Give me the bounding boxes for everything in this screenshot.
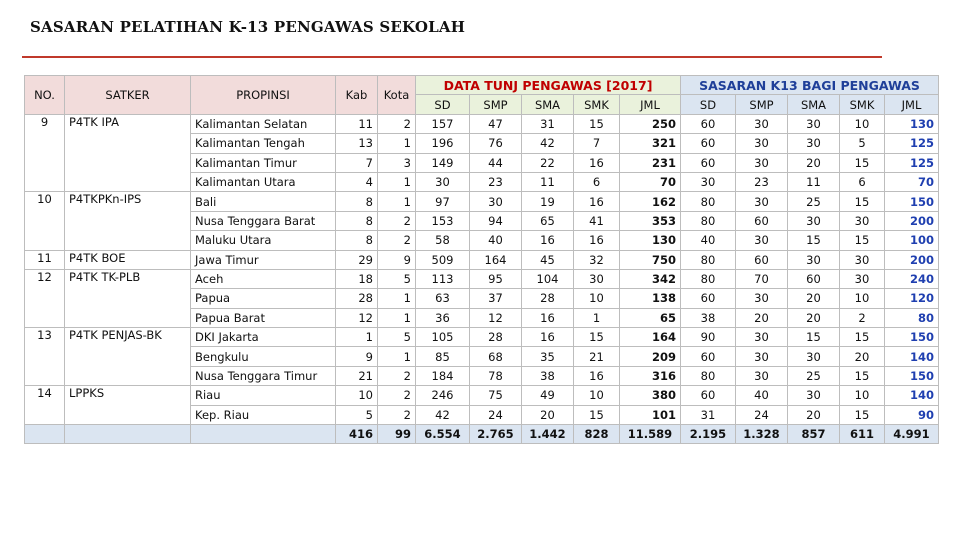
total-satker-blank [65,425,191,444]
row-tunj-smp: 94 [470,211,522,230]
row-sasaran-sma: 30 [788,386,840,405]
row-sasaran-smk: 2 [840,308,885,327]
row-tunj-jml: 342 [620,269,681,288]
row-tunj-smp: 40 [470,231,522,250]
table-body [25,114,939,424]
row-kota: 1 [378,134,416,153]
row-kota: 1 [378,172,416,191]
row-tunj-smp: 68 [470,347,522,366]
row-sasaran-sma: 20 [788,289,840,308]
row-sasaran-smp: 30 [736,114,788,133]
row-sasaran-sma: 30 [788,250,840,269]
row-no: 13 [25,328,65,386]
row-no: 12 [25,269,65,327]
row-tunj-smk: 16 [574,366,620,385]
row-sasaran-smp: 30 [736,231,788,250]
row-tunj-sma: 45 [522,250,574,269]
row-kab: 10 [336,386,378,405]
row-tunj-sd: 42 [416,405,470,424]
row-sasaran-smk: 30 [840,250,885,269]
row-sasaran-smp: 60 [736,211,788,230]
row-sasaran-smk: 15 [840,328,885,347]
row-tunj-jml: 164 [620,328,681,347]
row-sasaran-sma: 20 [788,308,840,327]
header-sasaran-sma: SMA [788,95,840,114]
row-tunj-sd: 63 [416,289,470,308]
row-tunj-sma: 16 [522,231,574,250]
row-sasaran-sma: 30 [788,114,840,133]
row-sasaran-sd: 38 [681,308,736,327]
row-tunj-smp: 24 [470,405,522,424]
header-no: NO. [25,76,65,115]
row-tunj-smk: 10 [574,386,620,405]
row-tunj-sma: 28 [522,289,574,308]
row-tunj-smp: 28 [470,328,522,347]
row-tunj-sd: 184 [416,366,470,385]
total-kota: 99 [378,425,416,444]
row-sasaran-sd: 60 [681,386,736,405]
row-sasaran-smk: 10 [840,289,885,308]
row-tunj-smp: 75 [470,386,522,405]
total-propinsi-blank [191,425,336,444]
row-propinsi: Bali [191,192,336,211]
total-tunj-smp: 2.765 [470,425,522,444]
row-sasaran-sd: 60 [681,347,736,366]
header-tunj-sma: SMA [522,95,574,114]
row-tunj-sma: 16 [522,328,574,347]
row-tunj-smk: 15 [574,114,620,133]
row-sasaran-sd: 31 [681,405,736,424]
row-sasaran-sd: 80 [681,192,736,211]
row-sasaran-smk: 30 [840,211,885,230]
header-tunj-jml: JML [620,95,681,114]
row-kab: 29 [336,250,378,269]
row-tunj-smk: 15 [574,328,620,347]
row-propinsi: Jawa Timur [191,250,336,269]
row-kab: 18 [336,269,378,288]
row-tunj-jml: 138 [620,289,681,308]
row-tunj-sma: 65 [522,211,574,230]
row-satker: P4TK IPA [65,114,191,192]
row-kab: 8 [336,211,378,230]
row-propinsi: Aceh [191,269,336,288]
row-kab: 4 [336,172,378,191]
row-tunj-smp: 95 [470,269,522,288]
row-sasaran-smk: 30 [840,269,885,288]
row-tunj-sma: 16 [522,308,574,327]
row-sasaran-sma: 60 [788,269,840,288]
header-tunj-smk: SMK [574,95,620,114]
row-sasaran-jml: 70 [885,172,939,191]
header-group-tunj: DATA TUNJ PENGAWAS [2017] [416,76,681,95]
row-tunj-jml: 353 [620,211,681,230]
row-tunj-jml: 70 [620,172,681,191]
header-sasaran-smk: SMK [840,95,885,114]
row-tunj-smk: 41 [574,211,620,230]
row-kota: 1 [378,192,416,211]
row-tunj-sd: 157 [416,114,470,133]
row-tunj-smk: 30 [574,269,620,288]
row-tunj-jml: 231 [620,153,681,172]
row-sasaran-smk: 15 [840,405,885,424]
row-tunj-jml: 321 [620,134,681,153]
row-sasaran-sd: 80 [681,211,736,230]
table-row [25,192,939,211]
row-propinsi: Papua [191,289,336,308]
row-tunj-smp: 76 [470,134,522,153]
total-no-blank [25,425,65,444]
row-kota: 5 [378,328,416,347]
row-sasaran-smp: 30 [736,134,788,153]
row-sasaran-sma: 30 [788,134,840,153]
row-tunj-smk: 15 [574,405,620,424]
row-tunj-jml: 65 [620,308,681,327]
row-tunj-sd: 58 [416,231,470,250]
row-tunj-sma: 42 [522,134,574,153]
total-sasaran-smk: 611 [840,425,885,444]
row-sasaran-sma: 11 [788,172,840,191]
row-sasaran-smp: 24 [736,405,788,424]
row-tunj-jml: 130 [620,231,681,250]
row-tunj-smk: 16 [574,231,620,250]
row-sasaran-sma: 20 [788,405,840,424]
row-sasaran-smk: 15 [840,231,885,250]
row-tunj-sd: 85 [416,347,470,366]
row-sasaran-sma: 30 [788,347,840,366]
row-satker: P4TK TK-PLB [65,269,191,327]
table-row [25,250,939,269]
row-kota: 2 [378,386,416,405]
row-sasaran-smp: 60 [736,250,788,269]
row-propinsi: Kalimantan Utara [191,172,336,191]
row-tunj-smp: 30 [470,192,522,211]
row-tunj-jml: 162 [620,192,681,211]
header-tunj-smp: SMP [470,95,522,114]
row-tunj-smk: 10 [574,289,620,308]
row-satker: P4TKPKn-IPS [65,192,191,250]
row-kota: 1 [378,347,416,366]
row-tunj-sma: 31 [522,114,574,133]
row-tunj-sd: 36 [416,308,470,327]
row-tunj-sma: 35 [522,347,574,366]
row-sasaran-smk: 10 [840,386,885,405]
row-kota: 3 [378,153,416,172]
row-tunj-smp: 37 [470,289,522,308]
row-kab: 8 [336,231,378,250]
header-sasaran-sd: SD [681,95,736,114]
table-row [25,114,939,133]
header-sasaran-smp: SMP [736,95,788,114]
row-tunj-jml: 209 [620,347,681,366]
row-propinsi: Kalimantan Tengah [191,134,336,153]
row-kota: 1 [378,289,416,308]
row-tunj-smk: 32 [574,250,620,269]
row-tunj-sma: 38 [522,366,574,385]
row-tunj-smk: 21 [574,347,620,366]
total-tunj-sd: 6.554 [416,425,470,444]
row-tunj-sd: 246 [416,386,470,405]
row-kab: 7 [336,153,378,172]
row-sasaran-smp: 30 [736,192,788,211]
row-sasaran-sd: 80 [681,366,736,385]
row-propinsi: Kep. Riau [191,405,336,424]
row-tunj-smk: 7 [574,134,620,153]
total-tunj-jml: 11.589 [620,425,681,444]
row-sasaran-sd: 60 [681,134,736,153]
row-sasaran-smp: 30 [736,289,788,308]
total-kab: 416 [336,425,378,444]
row-no: 9 [25,114,65,192]
row-sasaran-sma: 25 [788,366,840,385]
row-tunj-jml: 380 [620,386,681,405]
row-sasaran-smp: 40 [736,386,788,405]
row-sasaran-sma: 20 [788,153,840,172]
row-kota: 2 [378,211,416,230]
row-tunj-sd: 97 [416,192,470,211]
title-underline [22,56,882,58]
row-tunj-smp: 47 [470,114,522,133]
row-propinsi: Nusa Tenggara Barat [191,211,336,230]
row-kota: 1 [378,308,416,327]
row-sasaran-smp: 30 [736,347,788,366]
row-sasaran-jml: 80 [885,308,939,327]
header-satker: SATKER [65,76,191,115]
row-sasaran-sd: 60 [681,289,736,308]
total-sasaran-sma: 857 [788,425,840,444]
row-propinsi: Nusa Tenggara Timur [191,366,336,385]
table-row [25,386,939,405]
row-sasaran-smp: 20 [736,308,788,327]
row-sasaran-jml: 200 [885,211,939,230]
row-tunj-sd: 113 [416,269,470,288]
row-sasaran-jml: 150 [885,192,939,211]
table-row [25,269,939,288]
row-sasaran-sd: 60 [681,114,736,133]
row-sasaran-sd: 60 [681,153,736,172]
row-tunj-smk: 6 [574,172,620,191]
row-tunj-sma: 22 [522,153,574,172]
row-sasaran-sd: 80 [681,269,736,288]
row-kota: 2 [378,366,416,385]
row-kab: 28 [336,289,378,308]
row-kota: 2 [378,231,416,250]
row-kab: 9 [336,347,378,366]
row-tunj-jml: 250 [620,114,681,133]
total-sasaran-smp: 1.328 [736,425,788,444]
row-tunj-smp: 12 [470,308,522,327]
row-sasaran-jml: 150 [885,328,939,347]
row-kab: 21 [336,366,378,385]
header-propinsi: PROPINSI [191,76,336,115]
row-propinsi: Maluku Utara [191,231,336,250]
row-tunj-jml: 101 [620,405,681,424]
row-sasaran-jml: 140 [885,347,939,366]
row-tunj-sma: 20 [522,405,574,424]
row-sasaran-smk: 10 [840,114,885,133]
row-sasaran-jml: 90 [885,405,939,424]
row-tunj-sma: 49 [522,386,574,405]
page-title: SASARAN PELATIHAN K-13 PENGAWAS SEKOLAH [30,18,466,36]
header-sasaran-jml: JML [885,95,939,114]
total-sasaran-jml: 4.991 [885,425,939,444]
row-sasaran-smp: 30 [736,153,788,172]
row-kab: 5 [336,405,378,424]
header-kota: Kota [378,76,416,115]
row-tunj-smk: 1 [574,308,620,327]
row-sasaran-sd: 40 [681,231,736,250]
row-tunj-sma: 11 [522,172,574,191]
row-propinsi: Riau [191,386,336,405]
table-row [25,328,939,347]
row-no: 14 [25,386,65,425]
row-tunj-sd: 149 [416,153,470,172]
row-kab: 8 [336,192,378,211]
row-sasaran-smp: 23 [736,172,788,191]
row-tunj-sd: 509 [416,250,470,269]
header-group-sasaran: SASARAN K13 BAGI PENGAWAS [681,76,939,95]
row-tunj-smk: 16 [574,153,620,172]
header-tunj-sd: SD [416,95,470,114]
row-sasaran-jml: 120 [885,289,939,308]
header-kab: Kab [336,76,378,115]
row-kab: 13 [336,134,378,153]
row-tunj-sd: 196 [416,134,470,153]
row-tunj-sd: 105 [416,328,470,347]
row-sasaran-jml: 100 [885,231,939,250]
row-sasaran-smp: 70 [736,269,788,288]
total-sasaran-sd: 2.195 [681,425,736,444]
row-propinsi: Kalimantan Timur [191,153,336,172]
row-tunj-smp: 23 [470,172,522,191]
row-sasaran-jml: 240 [885,269,939,288]
row-sasaran-sma: 30 [788,211,840,230]
sasaran-table [24,75,939,444]
row-propinsi: DKI Jakarta [191,328,336,347]
row-sasaran-sma: 15 [788,231,840,250]
row-tunj-sma: 104 [522,269,574,288]
row-no: 10 [25,192,65,250]
row-sasaran-sma: 15 [788,328,840,347]
row-propinsi: Bengkulu [191,347,336,366]
row-sasaran-smp: 30 [736,328,788,347]
total-row [25,425,939,444]
row-sasaran-sma: 25 [788,192,840,211]
row-sasaran-jml: 125 [885,134,939,153]
row-tunj-sma: 19 [522,192,574,211]
row-sasaran-sd: 80 [681,250,736,269]
row-no: 11 [25,250,65,269]
row-kab: 1 [336,328,378,347]
row-kota: 5 [378,269,416,288]
row-kota: 9 [378,250,416,269]
row-tunj-jml: 750 [620,250,681,269]
row-sasaran-smk: 5 [840,134,885,153]
row-sasaran-sd: 30 [681,172,736,191]
row-sasaran-sd: 90 [681,328,736,347]
row-propinsi: Papua Barat [191,308,336,327]
row-propinsi: Kalimantan Selatan [191,114,336,133]
row-sasaran-jml: 125 [885,153,939,172]
row-sasaran-jml: 200 [885,250,939,269]
row-tunj-smk: 16 [574,192,620,211]
row-sasaran-smk: 6 [840,172,885,191]
row-kab: 11 [336,114,378,133]
row-sasaran-smk: 15 [840,192,885,211]
row-tunj-sd: 30 [416,172,470,191]
row-tunj-smp: 44 [470,153,522,172]
row-satker: P4TK PENJAS-BK [65,328,191,386]
total-tunj-sma: 1.442 [522,425,574,444]
row-sasaran-jml: 140 [885,386,939,405]
row-tunj-smp: 78 [470,366,522,385]
row-kab: 12 [336,308,378,327]
row-tunj-smp: 164 [470,250,522,269]
row-sasaran-jml: 150 [885,366,939,385]
row-sasaran-smk: 15 [840,366,885,385]
row-tunj-jml: 316 [620,366,681,385]
row-tunj-sd: 153 [416,211,470,230]
row-sasaran-jml: 130 [885,114,939,133]
row-sasaran-smp: 30 [736,366,788,385]
row-sasaran-smk: 15 [840,153,885,172]
row-kota: 2 [378,114,416,133]
row-kota: 2 [378,405,416,424]
row-satker: P4TK BOE [65,250,191,269]
row-sasaran-smk: 20 [840,347,885,366]
total-tunj-smk: 828 [574,425,620,444]
row-satker: LPPKS [65,386,191,425]
